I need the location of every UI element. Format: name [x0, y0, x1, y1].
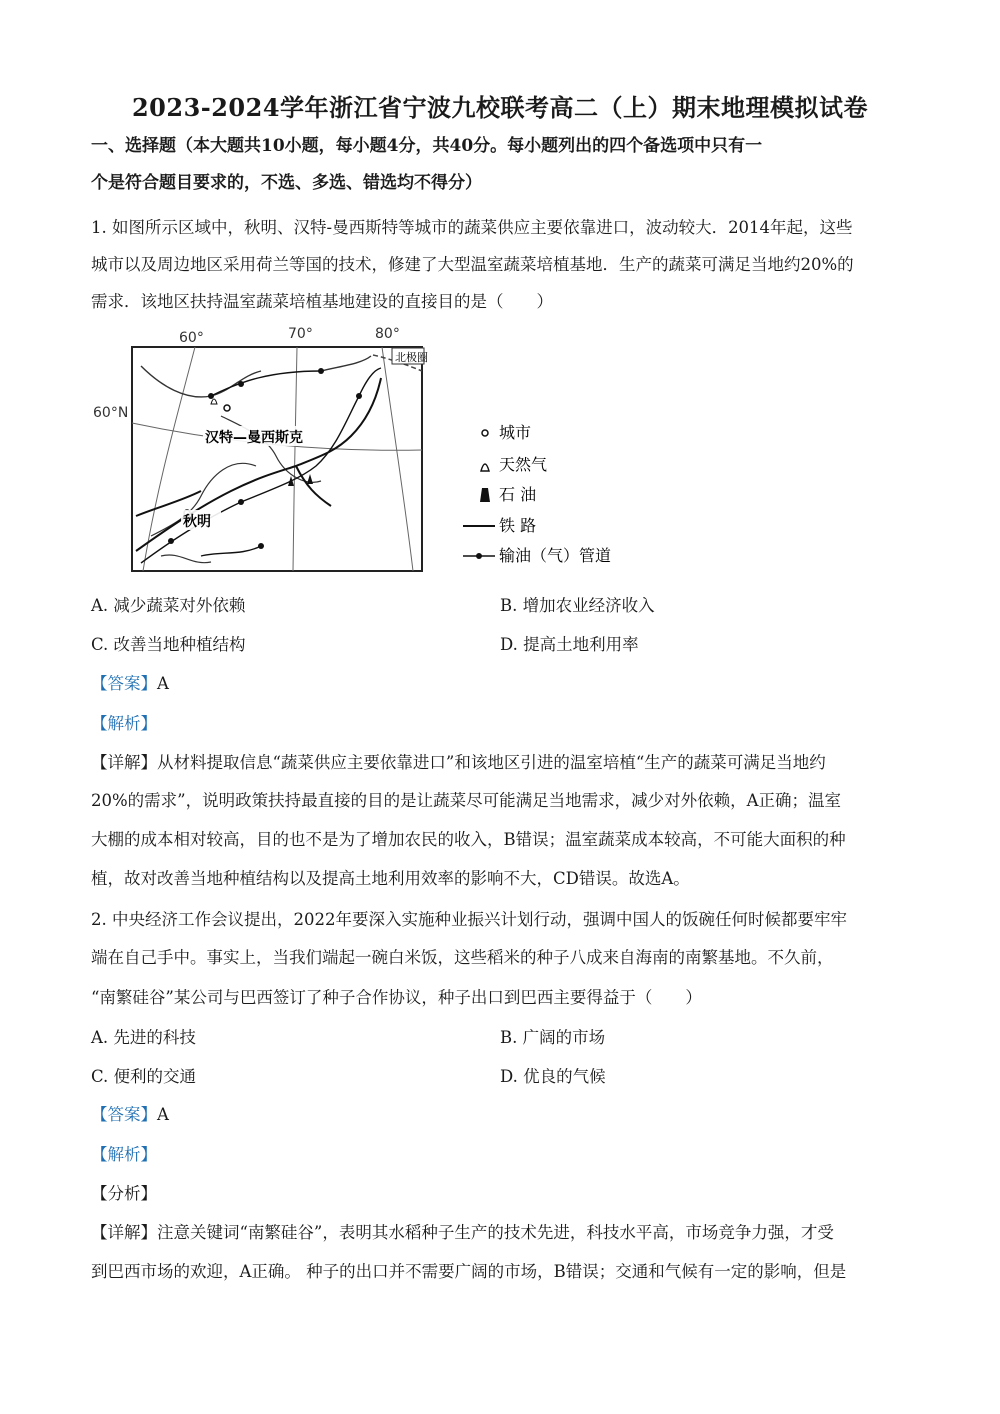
answer-value: A — [157, 674, 169, 693]
legend-oil-label: 石 油 — [499, 485, 537, 504]
q2-stem-line: 2. 中央经济工作会议提出，2022年要深入实施种业振兴计划行动，强调中国人的饭碗任何时候都要牢牢 — [91, 910, 847, 929]
legend-gas-icon — [481, 464, 489, 471]
analysis-tag: 【解析】 — [91, 1145, 157, 1164]
section-heading-line-2: 个是符合题目要求的，不选、多选、错选均不得分） — [91, 173, 482, 193]
pipeline-node — [238, 381, 244, 387]
pipeline-node — [168, 538, 174, 544]
answer-value: A — [157, 1105, 169, 1124]
region-map — [91, 326, 651, 576]
pipeline-line — [141, 368, 381, 563]
q2-answer-line — [91, 1101, 911, 1125]
q2-fenxi-tag: 【分析】 — [91, 1184, 157, 1203]
q1-option-c: C. 改善当地种植结构 — [91, 635, 246, 654]
q1-detail-line: 20%的需求”，说明政策扶持最直接的目的是让蔬菜尽可能满足当地需求，减少对外依赖，A正确；温室 — [91, 791, 842, 810]
q1-detail-line: 植，故对改善当地种植结构以及提高土地利用效率的影响不大，CD错误。故选A。 — [91, 869, 690, 888]
page-title: 2023-2024学年浙江省宁波九校联考高二（上）期末地理模拟试卷 — [131, 93, 869, 122]
legend-railway-label: 铁 路 — [499, 516, 537, 535]
q1-analysis-tag — [91, 710, 911, 734]
q1-answer-line — [91, 670, 911, 694]
answer-tag: 【答案】 — [91, 674, 157, 693]
pipeline-node — [238, 499, 244, 505]
q1-detail-line: 大棚的成本相对较高，目的也不是为了增加农民的收入，B错误；温室蔬菜成本较高，不可能大面积的种 — [91, 830, 846, 849]
meridian-80 — [382, 347, 413, 571]
q1-option-d: D. 提高土地利用率 — [500, 635, 639, 654]
section-heading-line-1: 一、选择题（本大题共10小题，每小题4分，共40分。每小题列出的四个备选项中只有一 — [91, 136, 763, 156]
river — [321, 356, 371, 371]
pipeline-node — [356, 393, 362, 399]
q1-stem-line: 1. 如图所示区域中，秋明、汉特-曼西斯特等城市的蔬菜供应主要依靠进口，波动较大．2014年起，这些 — [91, 218, 853, 237]
pipeline-node — [258, 543, 264, 549]
gas-symbol — [211, 399, 217, 404]
legend-city-label: 城市 — [499, 423, 532, 442]
lon-label-70: 70° — [288, 326, 313, 342]
q2-detail-line: 到巴西市场的欢迎，A正确。 种子的出口并不需要广阔的市场，B错误；交通和气候有一定的影响，但是 — [91, 1262, 847, 1281]
railway-line — [136, 378, 381, 551]
q2-option-a: A. 先进的科技 — [91, 1028, 196, 1047]
q2-option-b: B. 广阔的市场 — [500, 1028, 606, 1047]
city-hanti-mansiysk — [224, 405, 230, 411]
q2-detail-line: 【详解】注意关键词“南繁硅谷”，表明其水稻种子生产的技术先进，科技水平高，市场竞争力强，才受 — [91, 1223, 834, 1242]
oil-symbol — [288, 476, 294, 486]
legend-city-icon — [482, 430, 488, 436]
q1-map-figure — [91, 326, 651, 576]
city-label-tyumen: 秋明 — [183, 514, 211, 530]
q1-detail-line: 【详解】从材料提取信息“蔬菜供应主要依靠进口”和该地区引进的温室培植“生产的蔬菜可满足当地约 — [91, 753, 826, 772]
q2-stem-line: 端在自己手中。事实上，当我们端起一碗白米饭，这些稻米的种子八成来自海南的南繁基地。不久前， — [91, 948, 834, 967]
q2-option-d: D. 优良的气候 — [500, 1067, 606, 1086]
pipeline-node — [208, 393, 214, 399]
q1-option-a: A. 减少蔬菜对外依赖 — [91, 596, 246, 615]
analysis-tag: 【解析】 — [91, 714, 157, 733]
lon-label-80: 80° — [375, 326, 400, 342]
legend-pipeline-label: 输油（气）管道 — [499, 546, 612, 565]
q2-analysis-tag — [91, 1141, 911, 1165]
q1-option-b: B. 增加农业经济收入 — [500, 596, 655, 615]
q2-option-c: C. 便利的交通 — [91, 1067, 197, 1086]
answer-tag: 【答案】 — [91, 1105, 157, 1124]
legend-gas-label: 天然气 — [499, 455, 548, 474]
q1-stem-line: 城市以及周边地区采用荷兰等国的技术，修建了大型温室蔬菜培植基地．生产的蔬菜可满足当地约20%的 — [91, 255, 854, 274]
meridian-70 — [293, 347, 297, 571]
lon-label-60: 60° — [179, 330, 204, 346]
q1-stem-line: 需求．该地区扶持温室蔬菜培植基地建设的直接目的是（ ） — [91, 292, 553, 311]
pipeline-line — [201, 546, 261, 556]
river — [141, 366, 261, 397]
q2-stem-line: “南繁硅谷”某公司与巴西签订了种子合作协议，种子出口到巴西主要得益于（ ） — [91, 988, 702, 1007]
pipeline-line — [211, 371, 321, 396]
map-legend — [463, 423, 611, 565]
pipeline-node — [318, 368, 324, 374]
oil-symbol — [307, 474, 313, 484]
legend-oil-icon — [480, 488, 490, 502]
city-label-hanti-mansiysk: 汉特—曼西斯克 — [205, 430, 303, 446]
lat-label-60n: 60°N — [93, 405, 129, 421]
meridian-60 — [143, 347, 195, 571]
railway-line — [296, 466, 331, 506]
arctic-circle-label: 北极圈 — [395, 351, 428, 364]
